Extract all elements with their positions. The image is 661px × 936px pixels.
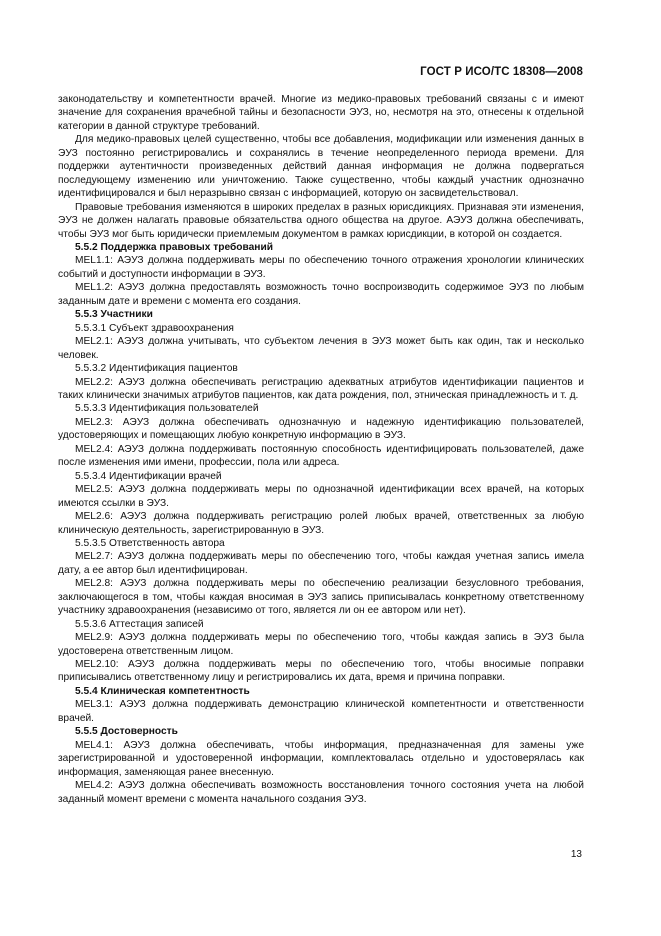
requirement-paragraph: MEL2.2: АЭУЗ должна обеспечивать регистрацию адекватных атрибутов идентификации пациентов и таких клинически значимых атрибутов пациентов, как дата рождения, пол, этническая принадлежность и т. д. (58, 376, 584, 401)
paragraph: законодательству и компетентности врачей. Многие из медико-правовых требований связаны с и имеют значение для сохранения врачебной тайны и безопасности ЭУЗ, но, несмотря на это, отнесены к отдельной категории в данной структуре требований. (58, 94, 584, 132)
requirement-paragraph: MEL2.7: АЭУЗ должна поддерживать меры по обеспечению того, чтобы каждая учетная запись имела дату, а ее автор был идентифицирован. (58, 551, 584, 576)
requirement-paragraph: MEL2.1: АЭУЗ должна учитывать, что субъектом лечения в ЭУЗ может быть как один, так и несколько человек. (58, 336, 584, 361)
subsection-heading: 5.5.3.4 Идентификации врачей (75, 470, 222, 482)
requirement-paragraph: MEL4.1: АЭУЗ должна обеспечивать, чтобы информация, предназначенная для замены уже зарегистрированной и удостоверенной информации, комплектовалась отдельно и удостоверялась как информация, заменяющая ранее внесенную. (58, 739, 584, 778)
section-heading: 5.5.2 Поддержка правовых требований (75, 241, 273, 253)
section-heading: 5.5.3 Участники (75, 309, 153, 321)
subsection-heading: 5.5.3.5 Ответственность автора (75, 537, 225, 549)
section-heading: 5.5.4 Клиническая компетентность (75, 685, 250, 697)
requirement-paragraph: MEL3.1: АЭУЗ должна поддерживать демонстрацию клинической компетентности и ответственности врачей. (58, 699, 584, 724)
requirement-paragraph: MEL2.9: АЭУЗ должна поддерживать меры по обеспечению того, чтобы каждая запись в ЭУЗ была удостоверена ответственным лицом. (58, 632, 584, 657)
section-heading: 5.5.5 Достоверность (75, 726, 178, 738)
subsection-heading: 5.5.3.2 Идентификация пациентов (75, 363, 238, 375)
subsection-heading: 5.5.3.6 Аттестация записей (75, 618, 204, 630)
requirement-paragraph: MEL2.3: АЭУЗ должна обеспечивать однозначную и надежную идентификацию пользователей, удостоверяющих и помещающих любую конкретную информацию в ЭУЗ. (58, 416, 584, 442)
requirement-paragraph: MEL2.8: АЭУЗ должна поддерживать меры по обеспечению реализации безусловного требования, заключающегося в том, чтобы каждая вносимая в ЭУЗ запись приписывалась конкретному ответственному участнику здравоохранения (независимо от того, является ли он ее автором или нет). (58, 578, 584, 617)
requirement-paragraph: MEL4.2: АЭУЗ должна обеспечивать возможность восстановления точного состояния учета на любой заданный момент времени с момента начального создания ЭУЗ. (58, 780, 584, 805)
requirement-paragraph: MEL2.6: АЭУЗ должна поддерживать регистрацию ролей любых врачей, ответственных за любую клиническую деятельность, зарегистрированную в ЭУЗ. (58, 511, 584, 536)
page-number: 13 (570, 849, 582, 860)
standard-designation: ГОСТ Р ИСО/ТС 18308—2008 (420, 66, 583, 78)
requirement-paragraph: MEL1.2: АЭУЗ должна предоставлять возможность точно воспроизводить содержимое ЭУЗ по любым заданным дате и времени с момента его создания. (58, 282, 584, 307)
requirement-paragraph: MEL2.4: АЭУЗ должна поддерживать постоянную способность идентифицировать пользователей, даже после изменения ими имени, профессии, пола или адреса. (58, 443, 584, 469)
requirement-paragraph: MEL2.10: АЭУЗ должна поддерживать меры по обеспечению того, чтобы вносимые поправки приписывались ответственному лицу и регистрировались их дата, время и причина поправки. (58, 659, 584, 684)
subsection-heading: 5.5.3.1 Субъект здравоохранения (75, 322, 234, 334)
paragraph: Для медико-правовых целей существенно, чтобы все добавления, модификации или изменения данных в ЭУЗ постоянно регистрировались и сохранялись в течение неопределенного периода времени. Для поддержки аутентичности произведенных действий данная информация не должна подвергаться последующему изменению или уничтожению. Также существенно, чтобы каждый участник однозначно идентифицировался и был неразрывно связан с информацией, которую он засвидетельствовал. (58, 134, 584, 200)
document-body (58, 93, 584, 806)
subsection-heading: 5.5.3.3 Идентификация пользователей (75, 403, 259, 415)
paragraph: Правовые требования изменяются в широких пределах в разных юрисдикциях. Признавая эти изменения, ЭУЗ не должен налагать правовые обязательства одного общества на другое. АЭУЗ должна обеспечивать, чтобы ЭУЗ мог быть юридически приемлемым документом в рамках юрисдикции, в которой он создается. (58, 201, 584, 240)
requirement-paragraph: MEL2.5: АЭУЗ должна поддерживать меры по однозначной идентификации всех врачей, на которых имеются ссылки в ЭУЗ. (58, 484, 584, 509)
requirement-paragraph: MEL1.1: АЭУЗ должна поддерживать меры по обеспечению точного отражения хронологии клинических событий и доступности информации в ЭУЗ. (58, 255, 584, 280)
